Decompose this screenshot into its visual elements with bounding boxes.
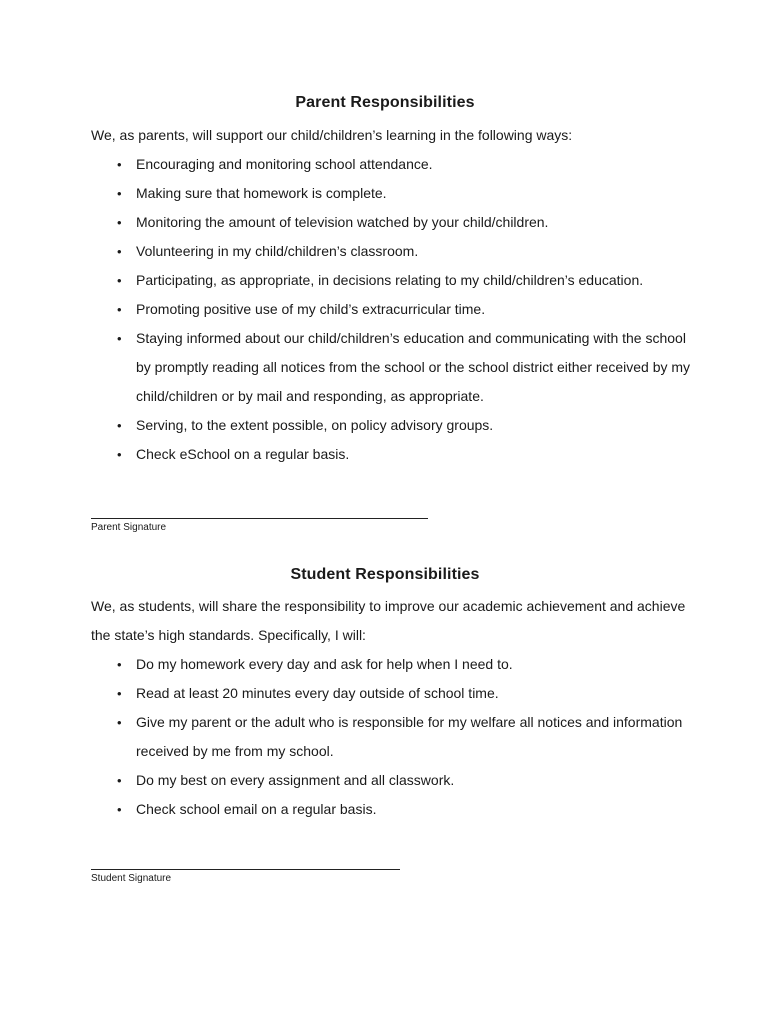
list-item-text: Encouraging and monitoring school attendance. [136, 156, 433, 172]
list-item [91, 208, 691, 237]
list-item-text: Serving, to the extent possible, on policy advisory groups. [136, 417, 494, 433]
list-item [91, 179, 691, 208]
list-item [91, 324, 691, 411]
bullet-icon: • [117, 447, 122, 462]
bullet-icon: • [117, 802, 122, 817]
list-item [91, 150, 691, 179]
student-responsibilities-title: Student Responsibilities [290, 566, 480, 583]
list-item [91, 795, 691, 824]
list-item-text: Monitoring the amount of television watched by your child/children. [136, 214, 549, 230]
list-item [91, 411, 691, 440]
list-item [91, 679, 691, 708]
student-intro: We, as students, will share the responsibility to improve our academic achievement and achieve the state’s high standards. Specifically, I will: [91, 598, 686, 643]
list-item-text: Volunteering in my child/children’s classroom. [136, 243, 419, 259]
list-item [91, 650, 691, 679]
list-item [91, 708, 691, 766]
bullet-icon: • [117, 657, 122, 672]
bullet-icon: • [117, 331, 122, 346]
list-item [91, 440, 691, 469]
list-item-text: Do my best on every assignment and all classwork. [136, 772, 455, 788]
list-item-text: Making sure that homework is complete. [136, 185, 387, 201]
bullet-icon: • [117, 773, 122, 788]
parent-intro: We, as parents, will support our child/children’s learning in the following ways: [91, 127, 573, 143]
list-item-text: Staying informed about our child/children’s education and communicating with the school by promptly reading all notices from the school or the school district either received by my child/children or by mail and responding, as appropriate. [136, 330, 691, 404]
list-item-text: Participating, as appropriate, in decisions relating to my child/children’s education. [136, 272, 644, 288]
list-item-text: Give my parent or the adult who is responsible for my welfare all notices and information received by me from my school. [136, 714, 683, 759]
list-item-text: Check school email on a regular basis. [136, 801, 377, 817]
list-item-text: Read at least 20 minutes every day outside of school time. [136, 685, 499, 701]
list-item-text: Check eSchool on a regular basis. [136, 446, 350, 462]
parent-responsibilities-list [91, 150, 691, 469]
list-item [91, 237, 691, 266]
student-signature-label: Student Signature [91, 873, 172, 884]
bullet-icon: • [117, 715, 122, 730]
bullet-icon: • [117, 186, 122, 201]
bullet-icon: • [117, 418, 122, 433]
parent-responsibilities-title: Parent Responsibilities [295, 94, 475, 111]
bullet-icon: • [117, 686, 122, 701]
parent-signature-line[interactable] [91, 518, 428, 519]
list-item-text: Do my homework every day and ask for help when I need to. [136, 656, 513, 672]
student-signature-line[interactable] [91, 869, 400, 870]
list-item [91, 295, 691, 324]
bullet-icon: • [117, 244, 122, 259]
list-item [91, 266, 691, 295]
list-item [91, 766, 691, 795]
student-responsibilities-list [91, 650, 691, 824]
bullet-icon: • [117, 302, 122, 317]
bullet-icon: • [117, 273, 122, 288]
parent-signature-label: Parent Signature [91, 522, 167, 533]
bullet-icon: • [117, 215, 122, 230]
list-item-text: Promoting positive use of my child’s extracurricular time. [136, 301, 486, 317]
bullet-icon: • [117, 157, 122, 172]
